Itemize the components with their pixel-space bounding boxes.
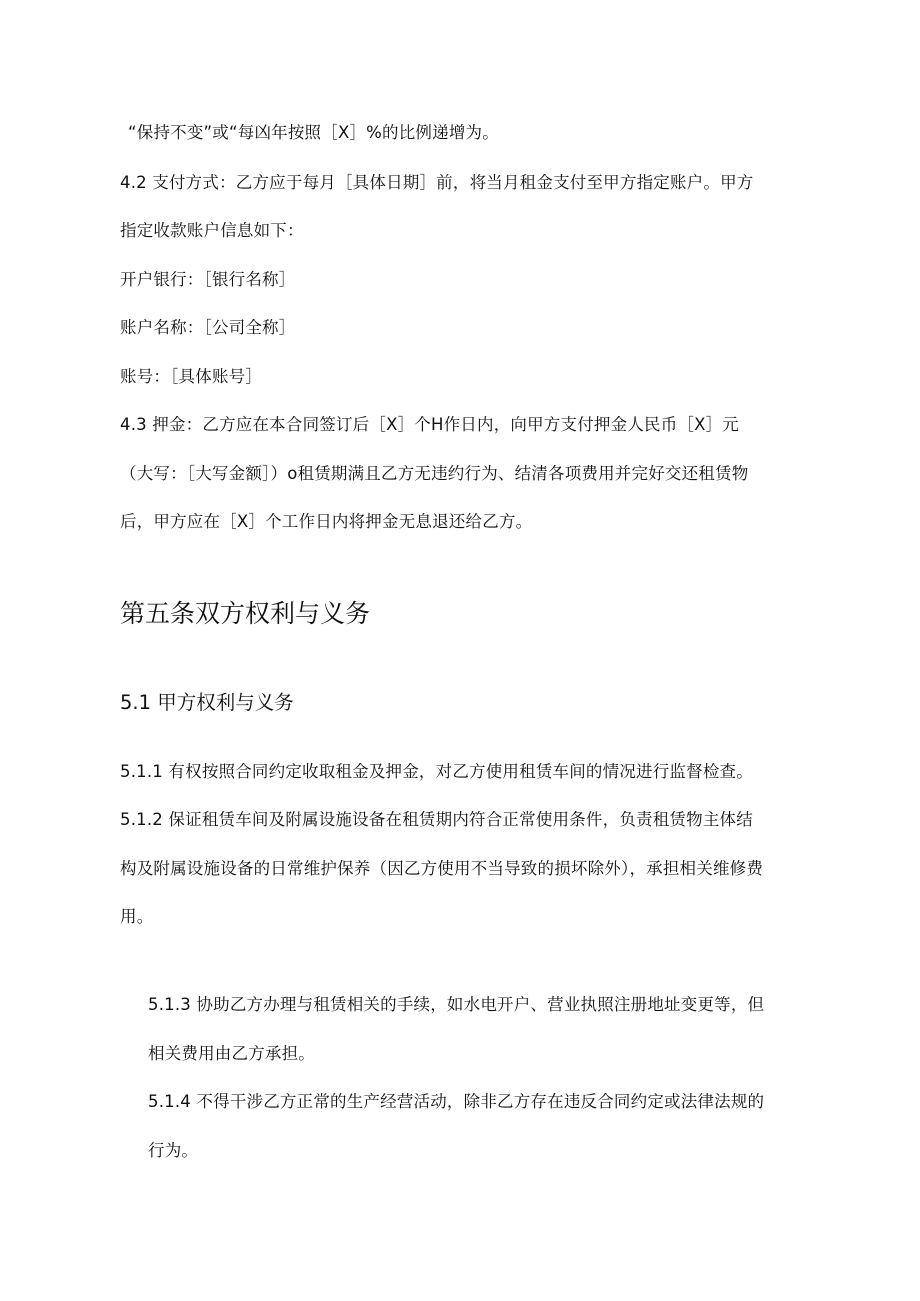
deposit-clause-line-1: 4.3 押金：乙方应在本合同签订后［X］个H作日内，向甲方支付押金人民币［X］元 (120, 415, 739, 434)
section-5-1-heading: 5.1 甲方权利与义务 (120, 691, 294, 714)
clause-5-1-2-line-2: 构及附属设施设备的日常维护保养（因乙方使用不当导致的损坏除外），承担相关维修费 (120, 859, 764, 878)
clause-5-1-2-line-3: 用。 (120, 907, 154, 926)
clause-5-1-4-line-2: 行为。 (148, 1141, 199, 1160)
article-5-heading: 第五条双方权利与义务 (120, 599, 371, 628)
clause-5-1-3-line-2: 相关费用由乙方承担。 (148, 1044, 315, 1063)
clause-5-1-1: 5.1.1 有权按照合同约定收取租金及押金，对乙方使用租赁车间的情况进行监督检查。 (120, 762, 753, 781)
rent-increase-clause-line: “保持不变”或“每凶年按照［X］%的比例递增为。 (128, 123, 499, 142)
clause-5-1-2-line-1: 5.1.2 保证租赁车间及附属设施设备在租赁期内符合正常使用条件，负责租赁物主体结 (120, 810, 753, 829)
deposit-clause-line-3: 后，甲方应在［X］个工作日内将押金无息退还给乙方。 (120, 512, 533, 531)
payment-method-clause: 4.2 支付方式：乙方应于每月［具体日期］前，将当月租金支付至甲方指定账户。甲方 (120, 173, 754, 192)
account-number-line: 账号：［具体账号］ (120, 367, 263, 386)
payment-account-intro: 指定收款账户信息如下： (120, 221, 304, 240)
clause-5-1-3-line-1: 5.1.3 协助乙方办理与租赁相关的手续，如水电开户、营业执照注册地址变更等，但 (148, 995, 765, 1014)
deposit-clause-line-2: （大写：［大写金额］）o租赁期满且乙方无违约行为、结清各项费用并完好交还租赁物 (120, 464, 749, 483)
account-name-line: 账户名称：［公司全称］ (120, 318, 296, 337)
bank-name-line: 开户银行：［银行名称］ (120, 270, 296, 289)
clause-5-1-4-line-1: 5.1.4 不得干涉乙方正常的生产经营活动，除非乙方存在违反合同约定或法律法规的 (148, 1092, 765, 1111)
